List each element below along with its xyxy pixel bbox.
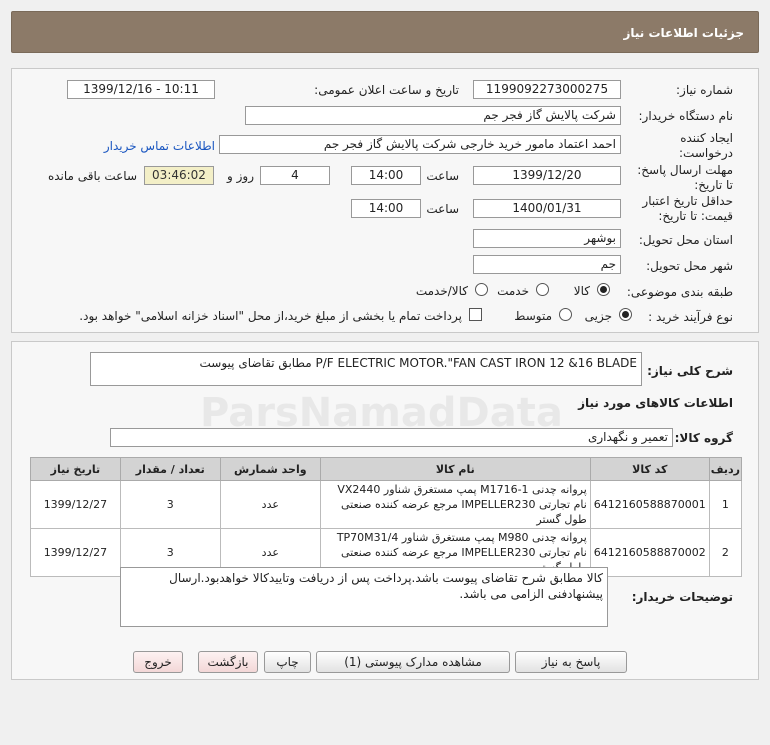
category-option-service: خدمت	[497, 284, 529, 298]
row-name: پروانه چدنی M980 پمپ مستغرق شناور TP70M31/4 نام تجارتی IMPELLER230 مرجع عرضه کننده صنعتی	[320, 529, 590, 577]
announce-datetime-label: تاریخ و ساعت اعلان عمومی:	[314, 83, 459, 97]
page-title: جزئیات اطلاعات نیاز	[623, 26, 744, 40]
remaining-time-timer: 03:46:02	[144, 166, 214, 185]
announce-datetime-field: 1399/12/16 - 10:11	[67, 80, 215, 99]
goods-group-field: تعمیر و نگهداری	[110, 428, 673, 447]
process-option-medium: متوسط	[514, 309, 552, 323]
row-unit: عدد	[220, 529, 320, 577]
buyer-org-field: شرکت پالایش گاز فجر جم	[245, 106, 621, 125]
process-radio-medium[interactable]	[559, 308, 572, 321]
reply-button[interactable]: پاسخ به نیاز	[515, 651, 627, 673]
row-index: 2	[709, 529, 741, 577]
requester-label-line1: ایجاد کننده	[680, 131, 733, 145]
col-name: نام کالا	[320, 458, 590, 481]
need-info-panel	[11, 68, 759, 333]
row-code: 6412160588870002	[590, 529, 709, 577]
category-option-goods-service: کالا/خدمت	[415, 284, 468, 298]
province-field: بوشهر	[473, 229, 621, 248]
goods-table	[30, 457, 742, 577]
row-index: 1	[709, 481, 741, 529]
row-unit: عدد	[220, 481, 320, 529]
validity-time-label: ساعت	[426, 202, 459, 216]
deadline-time-label: ساعت	[426, 169, 459, 183]
requester-field: احمد اعتماد مامور خرید خارجی شرکت پالایش گاز فجر جم	[219, 135, 621, 154]
row-date: 1399/12/27	[31, 529, 121, 577]
deadline-time-field: 14:00	[351, 166, 421, 185]
validity-label-line1: حداقل تاریخ اعتبار	[642, 194, 733, 208]
goods-panel	[11, 341, 759, 680]
category-option-goods: کالا	[573, 284, 590, 298]
process-label: نوع فرآیند خرید :	[648, 310, 733, 324]
treasury-payment-note: پرداخت تمام یا بخشی از مبلغ خرید،از محل "اسناد خزانه اسلامی" خواهد بود.	[79, 309, 462, 323]
buyer-contact-link[interactable]: اطلاعات تماس خریدار	[103, 139, 215, 153]
print-button[interactable]: چاپ	[264, 651, 311, 673]
buyer-org-label: نام دستگاه خریدار:	[638, 109, 733, 123]
category-radio-service[interactable]	[536, 283, 549, 296]
deadline-label-line1: مهلت ارسال پاسخ:	[637, 163, 733, 177]
validity-time-field: 14:00	[351, 199, 421, 218]
process-option-minor: جزیی	[584, 309, 612, 323]
row-code: 6412160588870001	[590, 481, 709, 529]
province-label: استان محل تحویل:	[638, 233, 733, 247]
validity-label-line2: قیمت: تا تاریخ:	[658, 209, 733, 223]
validity-date-field: 1400/01/31	[473, 199, 621, 218]
deadline-label-line2: تا تاریخ:	[694, 178, 733, 192]
goods-table-header	[31, 458, 742, 481]
goods-group-label: گروه کالا:	[674, 431, 733, 445]
col-unit: واحد شمارش	[220, 458, 320, 481]
goods-section-title: اطلاعات کالاهای مورد نیاز	[578, 396, 733, 410]
process-radio-minor[interactable]	[619, 308, 632, 321]
table-row	[31, 481, 742, 529]
col-code: کد کالا	[590, 458, 709, 481]
row-qty: 3	[120, 481, 220, 529]
buyer-notes-field	[120, 567, 608, 627]
deadline-date-field: 1399/12/20	[473, 166, 621, 185]
category-radio-goods[interactable]	[597, 283, 610, 296]
exit-button[interactable]: خروج	[133, 651, 183, 673]
page-header	[11, 11, 759, 53]
need-number-label: شماره نیاز:	[676, 83, 733, 97]
remaining-days-field: 4	[260, 166, 330, 185]
requester-label-line2: درخواست:	[679, 146, 733, 160]
summary-text: P/F ELECTRIC MOTOR."FAN CAST IRON 12 &16 BLADE مطابق تقاضای پیوست	[199, 356, 637, 370]
days-label: روز و	[227, 169, 254, 183]
summary-label: شرح کلی نیاز:	[647, 364, 733, 378]
city-label: شهر محل تحویل:	[646, 259, 733, 273]
buyer-notes-label: توضیحات خریدار:	[631, 590, 733, 604]
treasury-payment-checkbox[interactable]	[469, 308, 482, 321]
row-date: 1399/12/27	[31, 481, 121, 529]
remaining-time-label: ساعت باقی مانده	[47, 169, 137, 183]
col-index: ردیف	[709, 458, 741, 481]
back-button[interactable]: بازگشت	[198, 651, 258, 673]
category-radio-goods-service[interactable]	[475, 283, 488, 296]
summary-field	[90, 352, 642, 386]
city-field: جم	[473, 255, 621, 274]
row-qty: 3	[120, 529, 220, 577]
category-label: طبقه بندی موضوعی:	[626, 285, 733, 299]
col-date: تاریخ نیاز	[31, 458, 121, 481]
buyer-notes-text: کالا مطابق شرح تقاضای پیوست باشد.پرداخت پس از دریافت وتاییدکالا خواهدبود.ارسال پیشنهادفنی الزامی می باشد.	[169, 571, 603, 601]
col-qty: تعداد / مقدار	[120, 458, 220, 481]
need-number-field: 1199092273000275	[473, 80, 621, 99]
view-attachments-button[interactable]: مشاهده مدارک پیوستی (1)	[316, 651, 510, 673]
row-name: پروانه چدنی M1716-1 پمپ مستغرق شناور VX2440 نام تجارتی IMPELLER230 مرجع عرضه کننده صنعتی طول گستر	[320, 481, 590, 529]
